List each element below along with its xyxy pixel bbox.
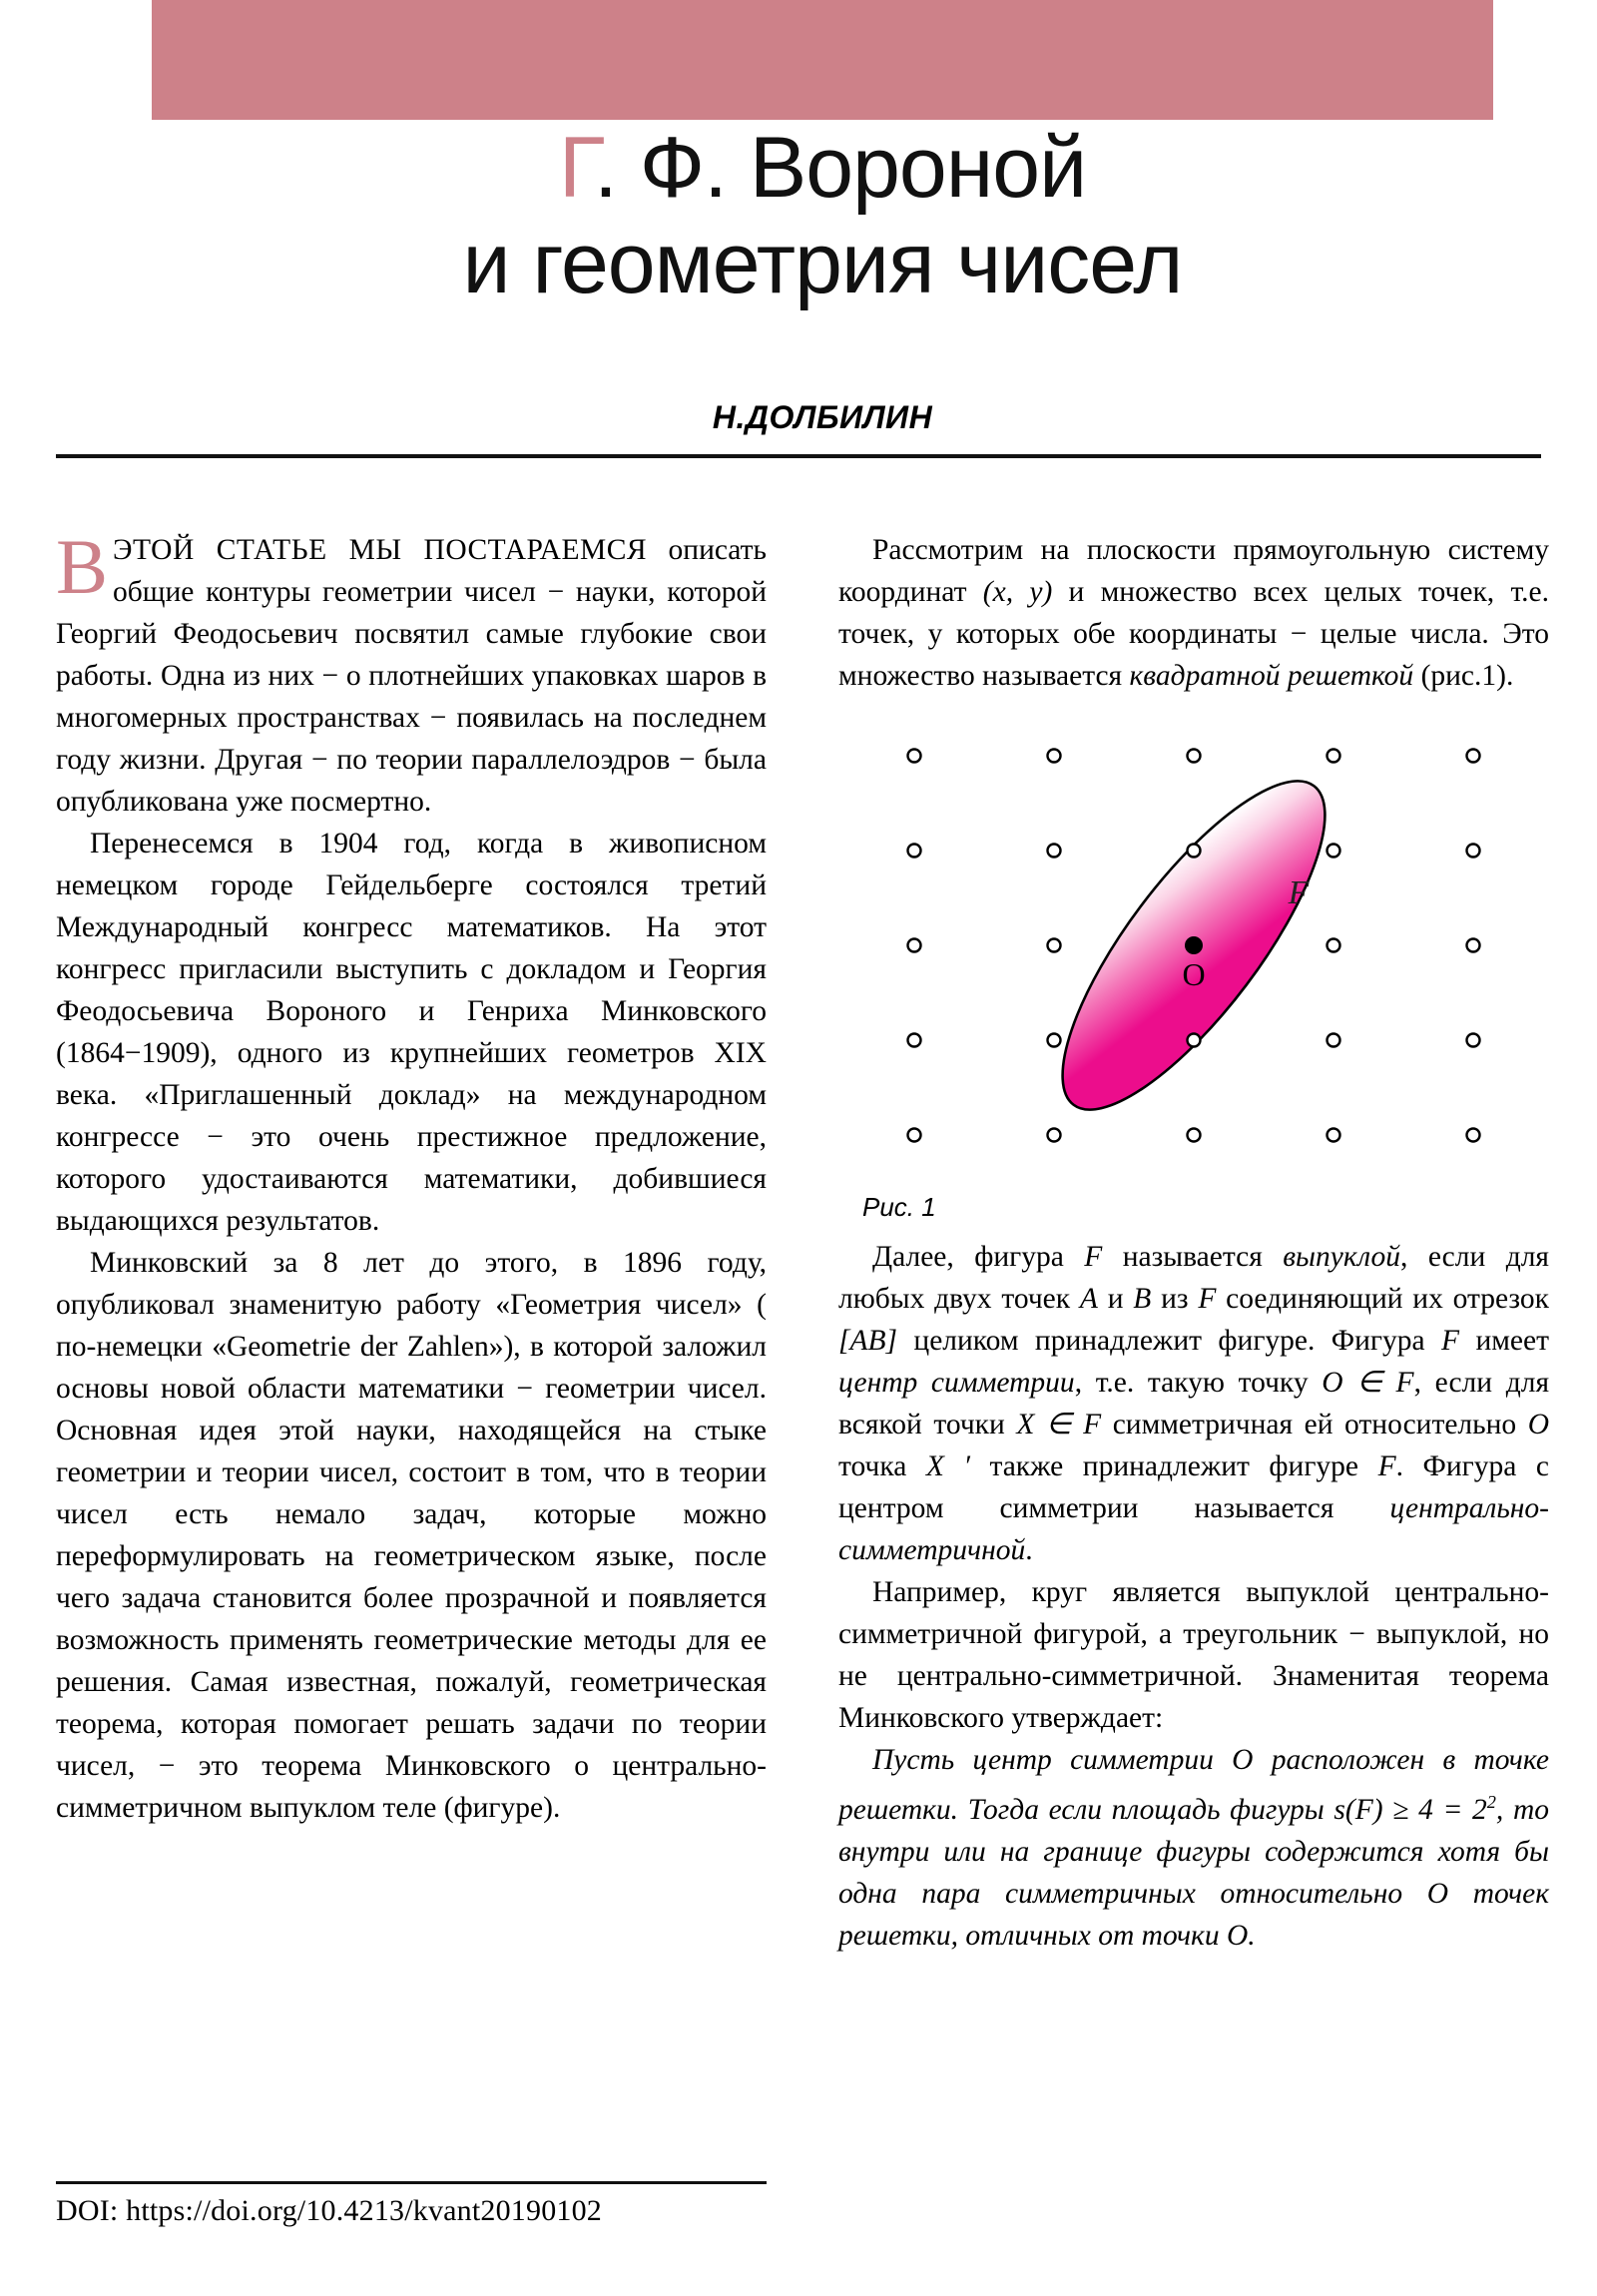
doi-line: DOI: https://doi.org/10.4213/kvant20190102 xyxy=(56,2194,603,2227)
center-of-symmetry-dot xyxy=(1185,936,1203,954)
title-line-1 xyxy=(152,120,1493,216)
lattice-point xyxy=(1328,750,1340,763)
title-initial-letter: Г xyxy=(558,120,594,216)
lattice-point xyxy=(908,845,921,858)
lattice-point xyxy=(908,1129,921,1142)
symbol-O-in-F: O ∈ F xyxy=(1322,1367,1414,1399)
lattice-point xyxy=(908,1034,921,1047)
symbol-X-prime: X ′ xyxy=(925,1450,970,1482)
lattice-point xyxy=(1328,1129,1340,1142)
label-O: O xyxy=(1182,956,1206,992)
paragraph-lattice-intro xyxy=(838,529,1549,697)
symbol-F: F xyxy=(1441,1325,1460,1357)
symbol-F: F xyxy=(1198,1283,1217,1315)
convex-j: , если для всякой точки xyxy=(838,1367,1550,1440)
lattice-point xyxy=(1048,845,1061,858)
symbol-F: F xyxy=(1377,1450,1396,1482)
convex-g: целиком принадлежит фигуре. Фигура xyxy=(897,1325,1441,1357)
symbol-O: O xyxy=(1527,1409,1549,1440)
lattice-point xyxy=(1048,1034,1061,1047)
theorem-a: Пусть центр симметрии O расположен в точке решетки. Тогда если площадь фигуры xyxy=(838,1744,1549,1826)
lattice-point xyxy=(1328,845,1340,858)
convex-n: . Фигура с центром симметрии называется xyxy=(838,1450,1549,1524)
lead-body: описать общие контуры геометрии чисел − науки, которой Георгий Феодосьевич посвятил самые глубокие свои работы. Одна из них − о плотнейших упаковках шаров в многомерных пространствах − появилась на последнем году жизни. Другая − по теории параллелоэдров − была опубликована уже посмертно. xyxy=(56,534,767,818)
convex-e: из xyxy=(1151,1283,1199,1315)
lattice-point xyxy=(1328,939,1340,952)
paragraph-lead xyxy=(56,523,767,823)
convex-i: , т.е. такую точку xyxy=(1074,1367,1323,1399)
paragraph-examples: Например, круг является выпуклой центрально-симметричной фигурой, а треугольник − выпуклой, но не центрально-симметричной. Знаменитая теорема Минковского утверждает: xyxy=(838,1576,1549,1734)
left-text-column xyxy=(56,523,767,1829)
convex-c: , если для любых двух точек xyxy=(838,1241,1550,1315)
convex-h: имеет xyxy=(1459,1325,1549,1357)
lattice-point xyxy=(908,939,921,952)
title-line-1-rest: . Ф. Вороной xyxy=(593,120,1087,216)
lattice-point xyxy=(1188,1034,1201,1047)
convex-o: . xyxy=(1025,1534,1033,1566)
term-center-of-symmetry: центр симметрии xyxy=(838,1367,1075,1399)
symbol-B: B xyxy=(1133,1283,1152,1315)
symbol-X-in-F: X ∈ F xyxy=(1016,1409,1102,1440)
lattice-intro-a: Рассмотрим на плоскости прямоугольную систему координат xyxy=(838,534,1549,608)
lattice-intro-c: (рис.1). xyxy=(1413,660,1514,692)
term-square-lattice: квадратной решеткой xyxy=(1129,660,1414,692)
figure-1-graphic xyxy=(838,711,1549,1190)
lattice-point xyxy=(1188,1129,1201,1142)
convex-b: называется xyxy=(1102,1241,1284,1273)
theorem-formula-b: ) ≥ 4 = 2 xyxy=(1372,1793,1487,1826)
drop-cap-letter: В xyxy=(56,523,109,610)
coordinate-pair: (x, y) xyxy=(982,576,1053,608)
lattice-point xyxy=(1048,1129,1061,1142)
author-byline: Н.ДОЛБИЛИН xyxy=(712,399,933,435)
lattice-point xyxy=(1328,1034,1340,1047)
symbol-F: F xyxy=(1354,1793,1373,1826)
lattice-intro-b: и множество всех целых точек, т.е. точек, у которых обе координаты − целые числа. Это множество называется xyxy=(838,576,1549,692)
lattice-point xyxy=(1467,1129,1480,1142)
paragraph-convex-definition xyxy=(838,1236,1549,1571)
convex-m: также принадлежит фигуре xyxy=(969,1450,1378,1482)
lattice-point xyxy=(908,750,921,763)
footer-divider-rule xyxy=(56,2181,767,2184)
figure-1-caption: Рис. 1 xyxy=(862,1192,936,1222)
convex-a: Далее, фигура xyxy=(872,1241,1085,1273)
theorem-exponent: 2 xyxy=(1486,1792,1496,1812)
paragraph-3: Минковский за 8 лет до этого, в 1896 году, опубликовал знаменитую работу «Геометрия чисел» ( по-немецки «Geometrie der Zahlen»), в которой заложил основы новой области математики − геометрии чисел. Основная идея этой науки, находящейся на стыке геометрии и теории чисел, состоит в том, что в теории чисел есть немало задач, которые можно переформулировать на геометрическом языке, после чего задача становится более прозрачной и появляется возможность применять геометрические методы для ее решения. Самая известная, пожалуй, геометрическая теорема, которая помогает решать задачи по теории чисел, − это теорема Минковского о центрально-симметричном выпуклом теле (фигуре). xyxy=(56,1247,767,1824)
convex-f: соединяющий их отрезок xyxy=(1216,1283,1549,1315)
term-convex: выпуклой xyxy=(1283,1241,1400,1273)
right-text-column xyxy=(838,529,1549,1957)
convex-d: и xyxy=(1097,1283,1134,1315)
lattice-point xyxy=(1467,1034,1480,1047)
figure-1 xyxy=(838,711,1549,1230)
title-line-2: и геометрия чисел xyxy=(462,216,1183,312)
symbol-A: A xyxy=(1079,1283,1098,1315)
term-centrally-symmetric: центрально-симметричной xyxy=(838,1492,1549,1566)
lattice-point xyxy=(1467,845,1480,858)
paragraph-minkowski-theorem xyxy=(838,1739,1549,1957)
header-divider-rule xyxy=(56,454,1541,458)
masthead-color-bar xyxy=(152,0,1493,120)
paragraph-2: Перенесемся в 1904 год, когда в живописном немецком городе Гейдельберге состоялся третий Международный конгресс математиков. На этот конгресс пригласили выступить с докладом и Георгия Феодосьевича Вороного и Генриха Минковского (1864−1909), одного из крупнейших геометров XIX века. «Приглашенный доклад» на международном конгрессе − это очень престижное предложение, которого удостаиваются математики, добившиеся выдающихся результатов. xyxy=(56,828,767,1237)
label-F: F xyxy=(1288,874,1310,911)
symbol-F: F xyxy=(1084,1241,1103,1273)
lattice-point xyxy=(1467,939,1480,952)
convex-k: симметричная ей относительно xyxy=(1101,1409,1528,1440)
lattice-point xyxy=(1048,750,1061,763)
page-title xyxy=(152,120,1493,312)
symbol-segment-AB: [AB] xyxy=(838,1325,897,1357)
theorem-b: , то внутри или на границе фигуры содержится хотя бы одна пара симметричных относительно O точек решетки, отличных от точки O. xyxy=(838,1793,1549,1952)
lattice-point xyxy=(1467,750,1480,763)
lead-small-caps: ЭТОЙ СТАТЬЕ МЫ ПОСТАРАЕМСЯ xyxy=(113,534,648,566)
theorem-formula-a: s( xyxy=(1333,1793,1355,1826)
lattice-point xyxy=(1188,750,1201,763)
lattice-point xyxy=(1188,845,1201,858)
convex-l: точка xyxy=(838,1450,926,1482)
lattice-point xyxy=(1048,939,1061,952)
